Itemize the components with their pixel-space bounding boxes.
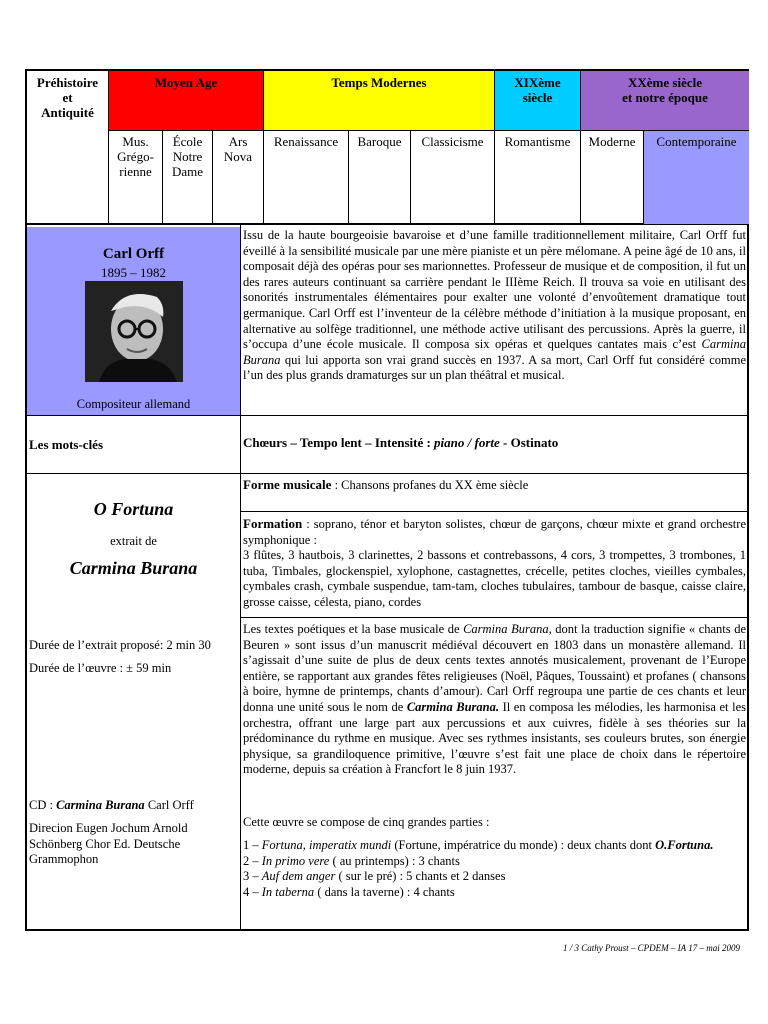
period-prehistoire: Préhistoire et Antiquité [27, 71, 109, 225]
period-moyen-age: Moyen Age [109, 71, 264, 131]
sub-mus-gregorienne: Mus. Grégo- rienne [109, 131, 163, 225]
sub-romantisme: Romantisme [495, 131, 581, 225]
period-temps-modernes: Temps Modernes [264, 71, 495, 131]
period-xxe: XXème siècle et notre époque [581, 71, 749, 131]
composer-name: Carl Orff [102, 246, 165, 262]
work-source: Carmina Burana [69, 558, 198, 578]
duree-extrait: Durée de l’extrait proposé: 2 min 30 [29, 638, 211, 652]
sub-contemporaine: Contemporaine [644, 131, 749, 225]
sub-classicisme: Classicisme [411, 131, 495, 225]
work-extrait-de: extrait de [110, 534, 157, 548]
composer-biography: Issu de la haute bourgeoisie bavaroise et d’une famille traditionnellement militaire, Carl Orff fut éveillé à la sensibilité musicale par une mère pianiste et un père mélomane. A peine âgé de 10 ans, il composait déjà des opéras pour ses marionnettes. Professeur de musique et de composition, il fut un des rares auteurs continuant sa carrière pendant le IIIème Reich. Il trouva sa voie en utilisant des sonorités instrumentales élémentaires pour exalter une volonté d’envoûtement dramatique tout germanique. Carl Orff est l’inventeur de la célèbre méthode d’initiation à la musique proposant, en alternative au solfège traditionnel, une méthode active utilisant des percussions. Après la guerre, il s’occupa d’une école musicale. Il composa six opéras et quelques cantates mais c’est Carmina Burana qui lui apporta son vrai grand succès en 1937. A sa mort, Carl Orff fut considéré comme l’un des plus grands dramaturges sur un plan théâtral et musical. [243, 228, 746, 383]
parts-list [243, 838, 746, 900]
sub-moderne: Moderne [581, 131, 644, 225]
cd-direction: Direcion Eugen Jochum Arnold Schönberg Chor Ed. Deutsche Grammophon [29, 821, 188, 866]
sub-renaissance: Renaissance [264, 131, 349, 225]
row-line-3 [240, 511, 749, 512]
keywords-text: Chœurs – Tempo lent – Intensité : piano / forte - Ostinato [243, 435, 559, 450]
composer-portrait [85, 281, 183, 382]
texts-history: Les textes poétiques et la base musicale de Carmina Burana, dont la traduction signifie « chants de Beuren » sont issus d’un manuscrit médiéval découvert en 1803 dans un monastère allemand. Il s’agissait d’une suite de plus de deux cents textes annotés musicalement, provenant de l’Europe entière, se rapportant aux grandes fêtes religieuses (Noël, Pâques, Toussaint) et profanes ( chansons à boire, hymne de printemps, chants d’amour). Carl Orff regroupa une partie de ces chants et leur donna une unité sous le nom de Carmina Burana. Il en composa les mélodies, les harmonisa et les orchestra, offrant une large part aux percussions et aux cuivres, fidèle à ses théories sur la prédominance du rythme en musique. Avec ses rythmes insistants, ses couleurs brutes, son énergie physique, sa grandiloquence primitive, l’œuvre s’est fait une place de choix dans le répertoire moderne, depuis sa création à Francfort le 8 juin 1937. [243, 622, 747, 777]
column-divider [240, 225, 241, 931]
forme-musicale: Forme musicale : Chansons profanes du XX ème siècle [243, 477, 529, 492]
row-line-1 [25, 415, 749, 416]
keywords-label: Les mots-clés [29, 437, 104, 452]
formation: Formation : soprano, ténor et baryton solistes, chœur de garçons, chœur mixte et grand orchestre symphonique : 3 flûtes, 3 hautbois, 3 clarinettes, 2 bassons et contrebassons, 4 cors, 3 trompettes, 3 trombones, 1 tuba, Timbales, glockenspiel, xylophone, castagnettes, crécelle, petites cloches, vieilles cymbales, cymbales crash, cymbale suspendue, tam-tam, cloches tubulaires, tambour de basque, caisse claire, grosse caisse, célesta, piano, cordes [243, 516, 746, 609]
composer-caption: Compositeur allemand [76, 397, 191, 411]
sub-ars-nova: Ars Nova [213, 131, 264, 225]
work-title: O Fortuna [93, 499, 174, 519]
page-footer: 1 / 3 Cathy Proust – CPDEM – IA 17 – mai 2009 [563, 943, 740, 953]
timeline-table [25, 69, 749, 225]
row-line-2 [25, 473, 749, 474]
sub-baroque: Baroque [349, 131, 411, 225]
part-1: 1 – Fortuna, imperatix mundi (Fortune, impératrice du monde) : deux chants dont O.Fortuna. [243, 838, 714, 852]
portrait-image [85, 281, 183, 382]
parts-intro: Cette œuvre se compose de cinq grandes parties : [243, 815, 490, 829]
sub-ecole-notre-dame: École Notre Dame [163, 131, 213, 225]
cd-reference: CD : Carmina Burana Carl Orff [29, 798, 194, 812]
period-xixe: XIXème siècle [495, 71, 581, 131]
duree-oeuvre: Durée de l’œuvre : ± 59 min [29, 661, 172, 675]
part-2: 2 – In primo vere ( au printemps) : 3 chants [243, 853, 460, 868]
part-4: 4 – In taberna ( dans la taverne) : 4 chants [243, 884, 455, 899]
row-line-4 [240, 617, 749, 618]
part-3: 3 – Auf dem anger ( sur le pré) : 5 chants et 2 danses [243, 869, 506, 884]
composer-dates: 1895 – 1982 [101, 265, 166, 280]
